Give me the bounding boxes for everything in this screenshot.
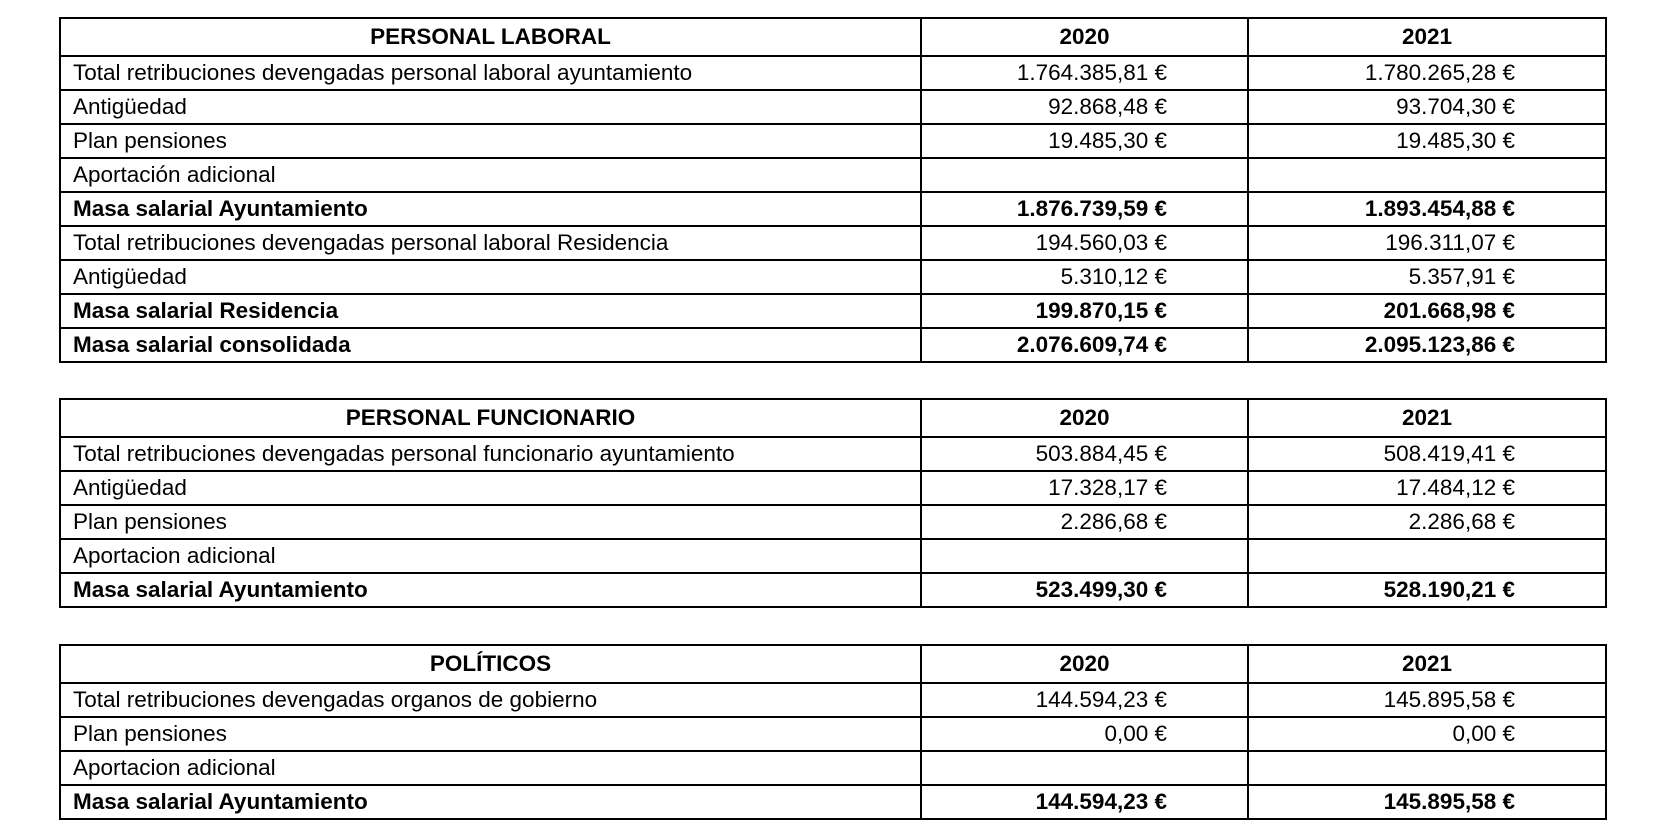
table-row [60,505,1606,539]
value-2020 [921,158,1248,192]
value-2020: 144.594,23 € [921,785,1248,819]
table-header-row [60,399,1606,437]
table-row [60,56,1606,90]
personal-funcionario-table [59,398,1607,608]
value-2021: 1.893.454,88 € [1248,192,1606,226]
value-2020 [921,539,1248,573]
year-header-2020: 2020 [921,399,1248,437]
value-2021: 5.357,91 € [1248,260,1606,294]
value-2021: 19.485,30 € [1248,124,1606,158]
row-label: Aportacion adicional [60,751,921,785]
table-row [60,683,1606,717]
year-header-2020: 2020 [921,645,1248,683]
year-header-2021: 2021 [1248,18,1606,56]
table-header-row [60,645,1606,683]
total-row [60,573,1606,607]
table-row [60,437,1606,471]
row-label: Aportacion adicional [60,539,921,573]
table-title: PERSONAL FUNCIONARIO [60,399,921,437]
row-label: Plan pensiones [60,717,921,751]
row-label: Total retribuciones devengadas personal laboral ayuntamiento [60,56,921,90]
subtotal-row [60,192,1606,226]
value-2020: 19.485,30 € [921,124,1248,158]
row-label: Masa salarial Residencia [60,294,921,328]
value-2020: 1.764.385,81 € [921,56,1248,90]
row-label: Masa salarial Ayuntamiento [60,785,921,819]
row-label: Masa salarial consolidada [60,328,921,362]
table-row [60,260,1606,294]
value-2020: 194.560,03 € [921,226,1248,260]
value-2020: 17.328,17 € [921,471,1248,505]
table-title: PERSONAL LABORAL [60,18,921,56]
table-row [60,158,1606,192]
table-row [60,751,1606,785]
value-2020: 2.286,68 € [921,505,1248,539]
value-2020: 523.499,30 € [921,573,1248,607]
row-label: Antigüedad [60,471,921,505]
value-2021: 0,00 € [1248,717,1606,751]
value-2020: 1.876.739,59 € [921,192,1248,226]
value-2020: 92.868,48 € [921,90,1248,124]
value-2021: 145.895,58 € [1248,683,1606,717]
table-row [60,226,1606,260]
value-2021: 2.286,68 € [1248,505,1606,539]
value-2021: 528.190,21 € [1248,573,1606,607]
table-row [60,539,1606,573]
value-2020: 144.594,23 € [921,683,1248,717]
row-label: Antigüedad [60,90,921,124]
table-row [60,90,1606,124]
table-row [60,124,1606,158]
row-label: Masa salarial Ayuntamiento [60,192,921,226]
personal-laboral-table [59,17,1607,363]
year-header-2021: 2021 [1248,645,1606,683]
total-row [60,785,1606,819]
total-row [60,328,1606,362]
row-label: Plan pensiones [60,505,921,539]
value-2020: 503.884,45 € [921,437,1248,471]
politicos-table [59,644,1607,820]
row-label: Total retribuciones devengadas personal funcionario ayuntamiento [60,437,921,471]
value-2020: 5.310,12 € [921,260,1248,294]
row-label: Total retribuciones devengadas organos de gobierno [60,683,921,717]
value-2021: 1.780.265,28 € [1248,56,1606,90]
value-2021: 93.704,30 € [1248,90,1606,124]
row-label: Total retribuciones devengadas personal laboral Residencia [60,226,921,260]
year-header-2021: 2021 [1248,399,1606,437]
year-header-2020: 2020 [921,18,1248,56]
value-2021 [1248,158,1606,192]
row-label: Plan pensiones [60,124,921,158]
table-row [60,717,1606,751]
value-2020: 0,00 € [921,717,1248,751]
value-2021: 196.311,07 € [1248,226,1606,260]
value-2020: 2.076.609,74 € [921,328,1248,362]
value-2021: 201.668,98 € [1248,294,1606,328]
value-2021: 508.419,41 € [1248,437,1606,471]
table-title: POLÍTICOS [60,645,921,683]
value-2020 [921,751,1248,785]
row-label: Masa salarial Ayuntamiento [60,573,921,607]
table-header-row [60,18,1606,56]
table-row [60,471,1606,505]
subtotal-row [60,294,1606,328]
value-2021: 145.895,58 € [1248,785,1606,819]
row-label: Antigüedad [60,260,921,294]
row-label: Aportación adicional [60,158,921,192]
value-2021 [1248,751,1606,785]
value-2021: 17.484,12 € [1248,471,1606,505]
value-2020: 199.870,15 € [921,294,1248,328]
value-2021 [1248,539,1606,573]
value-2021: 2.095.123,86 € [1248,328,1606,362]
